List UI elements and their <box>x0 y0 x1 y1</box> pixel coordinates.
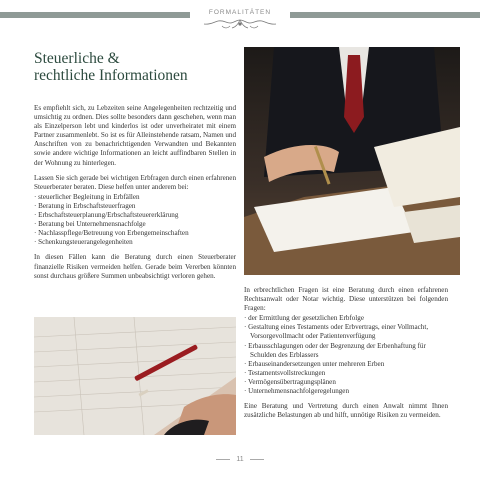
header-bar-left <box>0 12 190 18</box>
left-paragraph-2: Lassen Sie sich gerade bei wichtigen Erbfragen durch einen erfahrenen Steuerberater beraten. Diese helfen unter anderem bei: <box>34 173 236 191</box>
list-item: · Beratung in Erbschaftsteuerfragen <box>34 202 236 211</box>
tax-advice-list <box>34 193 236 248</box>
list-item: · steuerlicher Begleitung in Erbfällen <box>34 193 236 202</box>
footer-dash-right <box>250 459 264 460</box>
section-label: FORMALITÄTEN <box>208 9 272 16</box>
page-number: 11 <box>236 456 244 463</box>
footer-dash-left <box>216 459 230 460</box>
title-line-2: rechtliche Informationen <box>34 67 188 84</box>
lawyer-photo <box>244 47 460 275</box>
right-column <box>244 286 448 426</box>
list-item: · Unternehmensnachfolgeregelungen <box>244 387 448 396</box>
page-title <box>34 50 234 84</box>
left-paragraph-1: Es empfiehlt sich, zu Lebzeiten seine Angelegenheiten rechtzeitig und umsichtig zu ordnen. Dies sollte besonders dann geschehen, wenn man als Einzelperson lebt und kinderlos ist oder unverheiratet mit einem Partner zusammenlebt. So ist es für Alleinstehende ratsam, Namen und Anschriften von zu benachrichtigenden Verwandten und Bekannten sowie andere wichtige Informationen an leicht auffindbaren Stellen in der Wohnung zu hinterlegen. <box>34 104 236 167</box>
page-footer <box>0 456 480 463</box>
list-item: · Schenkungsteuerangelegenheiten <box>34 238 236 247</box>
left-paragraph-3: In diesen Fällen kann die Beratung durch einen Steuerberater finanzielle Risiken vermeiden helfen. Gerade beim Vererben könnten sonst durchaus größere Summen unbeabsichtigt verloren gehen. <box>34 253 236 280</box>
right-paragraph-1: In erbrechtlichen Fragen ist eine Beratung durch einen erfahrenen Rechtsanwalt oder Notar wichtig. Diese unterstützen bei folgenden Fragen: <box>244 286 448 313</box>
list-item: · Erbschaftsteuerplanung/Erbschaftsteuererklärung <box>34 211 236 220</box>
title-line-1: Steuerliche & <box>34 50 120 67</box>
left-column <box>34 104 236 287</box>
list-item: · Gestaltung eines Testaments oder Erbvertrags, einer Vollmacht, Vorsorgevollmacht oder Patientenverfügung <box>244 323 448 341</box>
signing-photo <box>34 317 236 435</box>
list-item: · der Ermittlung der gesetzlichen Erbfolge <box>244 314 448 323</box>
right-paragraph-2: Eine Beratung und Vertretung durch einen Anwalt nimmt Ihnen zusätzliche Belastungen ab und hilft, unnötige Risiken zu vermeiden. <box>244 402 448 420</box>
list-item: · Erbausschlagungen oder der Begrenzung der Erbenhaftung für Schulden des Erblassers <box>244 342 448 360</box>
list-item: · Vermögensübertragungsplänen <box>244 378 448 387</box>
ornament-icon <box>200 17 280 31</box>
list-item: · Testamentsvollstreckungen <box>244 369 448 378</box>
list-item: · Nachlasspflege/Betreuung von Erbengemeinschaften <box>34 229 236 238</box>
list-item: · Beratung bei Unternehmensnachfolge <box>34 220 236 229</box>
list-item: · Erbauseinandersetzungen unter mehreren Erben <box>244 360 448 369</box>
header-bar-right <box>290 12 480 18</box>
legal-advice-list <box>244 314 448 396</box>
